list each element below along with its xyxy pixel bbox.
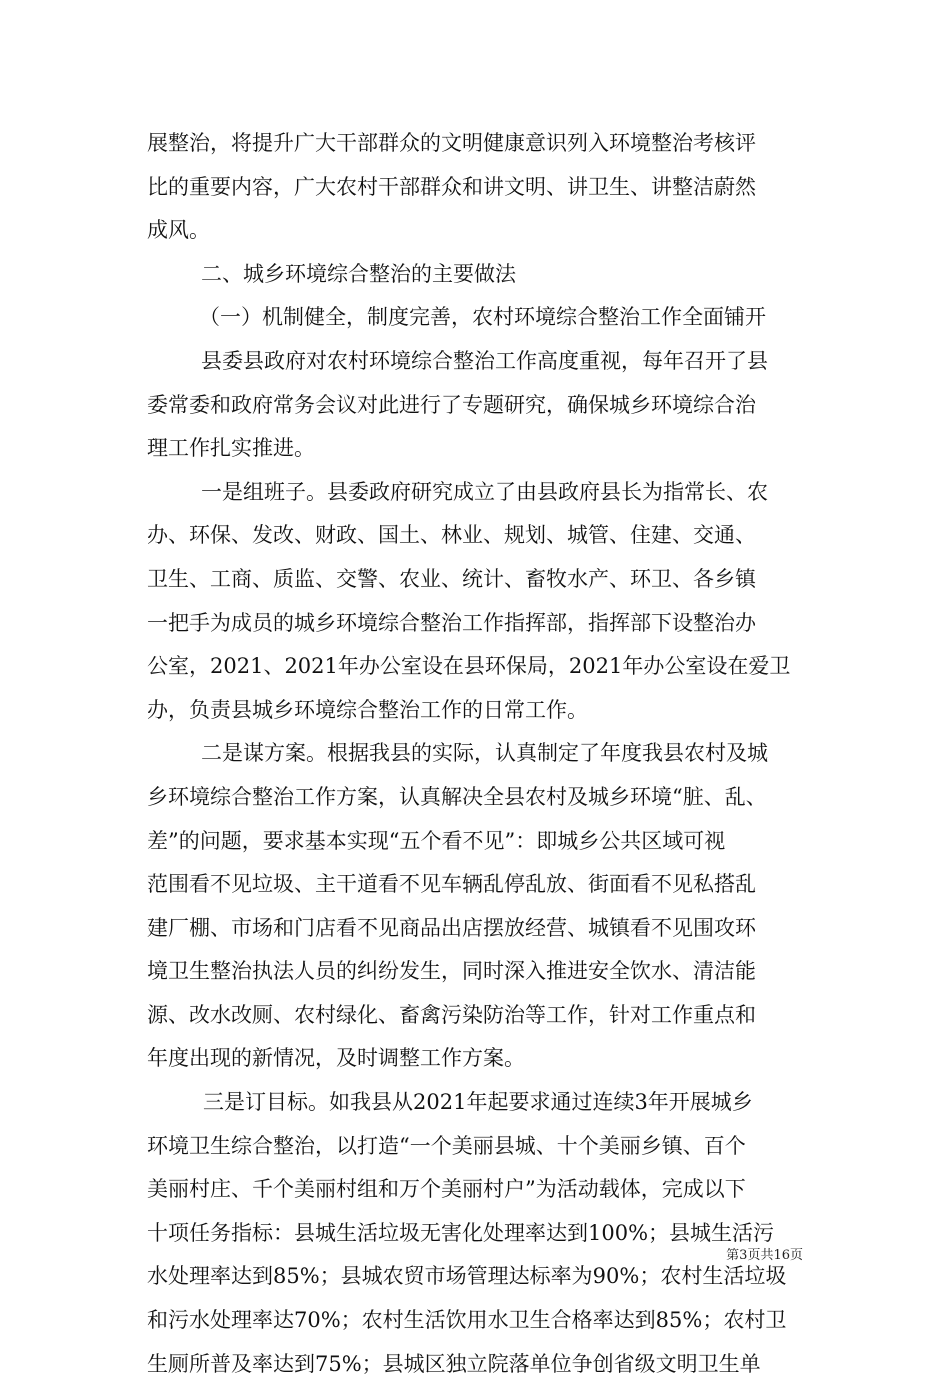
- paragraph-line: 二是谋方案。根据我县的实际，认真制定了年度我县农村及城: [201, 741, 768, 766]
- paragraph-line: 县委县政府对农村环境综合整治工作高度重视，每年召开了县: [201, 348, 768, 373]
- paragraph-line: 建厂棚、市场和门店看不见商品出店摆放经营、城镇看不见围攻环: [147, 915, 756, 940]
- paragraph-line: 乡环境综合整治工作方案，认真解决全县农村及城乡环境“脏、乱、: [147, 784, 767, 809]
- paragraph-line: 生厕所普及率达到75%；县城区独立院落单位争创省级文明卫生单: [147, 1351, 761, 1376]
- paragraph-line: 公室，2021、2021年办公室设在县环保局，2021年办公室设在爱卫: [147, 654, 791, 679]
- paragraph-line: 卫生、工商、质监、交警、农业、统计、畜牧水产、环卫、各乡镇: [147, 566, 756, 591]
- section-heading: 二、城乡环境综合整治的主要做法: [201, 261, 516, 286]
- body-text: [147, 122, 813, 1386]
- paragraph-line: 展整治，将提升广大干部群众的文明健康意识列入环境整治考核评: [147, 131, 756, 155]
- paragraph-line: 办、环保、发改、财政、国土、林业、规划、城管、住建、交通、: [147, 523, 756, 548]
- page-number: 第3页共16页: [726, 1248, 803, 1263]
- paragraph-line: 三是订目标。如我县从2021年起要求通过连续3年开展城乡: [203, 1090, 753, 1115]
- subsection-heading: （一）机制健全，制度完善，农村环境综合整治工作全面铺开: [199, 305, 766, 330]
- paragraph-line: 水处理率达到85%；县城农贸市场管理达标率为90%；农村生活垃圾: [147, 1264, 787, 1289]
- paragraph-line: 比的重要内容，广大农村干部群众和讲文明、讲卫生、讲整洁蔚然: [147, 174, 756, 199]
- paragraph-line: 差”的问题，要求基本实现“五个看不见”：即城乡公共区域可视: [147, 828, 726, 853]
- paragraph-line: 环境卫生综合整治，以打造“一个美丽县城、十个美丽乡镇、百个: [147, 1133, 746, 1158]
- paragraph-line: 成风。: [147, 218, 210, 243]
- paragraph-line: 十项任务指标：县城生活垃圾无害化处理率达到100%；县城生活污: [147, 1220, 775, 1245]
- paragraph-line: 办，负责县城乡环境综合整治工作的日常工作。: [147, 697, 588, 722]
- paragraph-line: 理工作扎实推进。: [147, 436, 315, 461]
- paragraph-line: 年度出现的新情况，及时调整工作方案。: [147, 1046, 525, 1071]
- paragraph-line: 和污水处理率达70%；农村生活饮用水卫生合格率达到85%；农村卫: [147, 1308, 787, 1333]
- paragraph-line: 一是组班子。县委政府研究成立了由县政府县长为指常长、农: [201, 479, 768, 504]
- paragraph-line: 一把手为成员的城乡环境综合整治工作指挥部，指挥部下设整治办: [147, 610, 756, 635]
- paragraph-line: 境卫生整治执法人员的纠纷发生，同时深入推进安全饮水、清洁能: [147, 959, 756, 984]
- paragraph-line: 源、改水改厕、农村绿化、畜禽污染防治等工作，针对工作重点和: [147, 1002, 756, 1027]
- paragraph-line: 美丽村庄、千个美丽村组和万个美丽村户”为活动载体，完成以下: [147, 1177, 746, 1202]
- paragraph-line: 范围看不见垃圾、主干道看不见车辆乱停乱放、街面看不见私搭乱: [147, 872, 756, 897]
- paragraph-line: 委常委和政府常务会议对此进行了专题研究，确保城乡环境综合治: [147, 392, 756, 417]
